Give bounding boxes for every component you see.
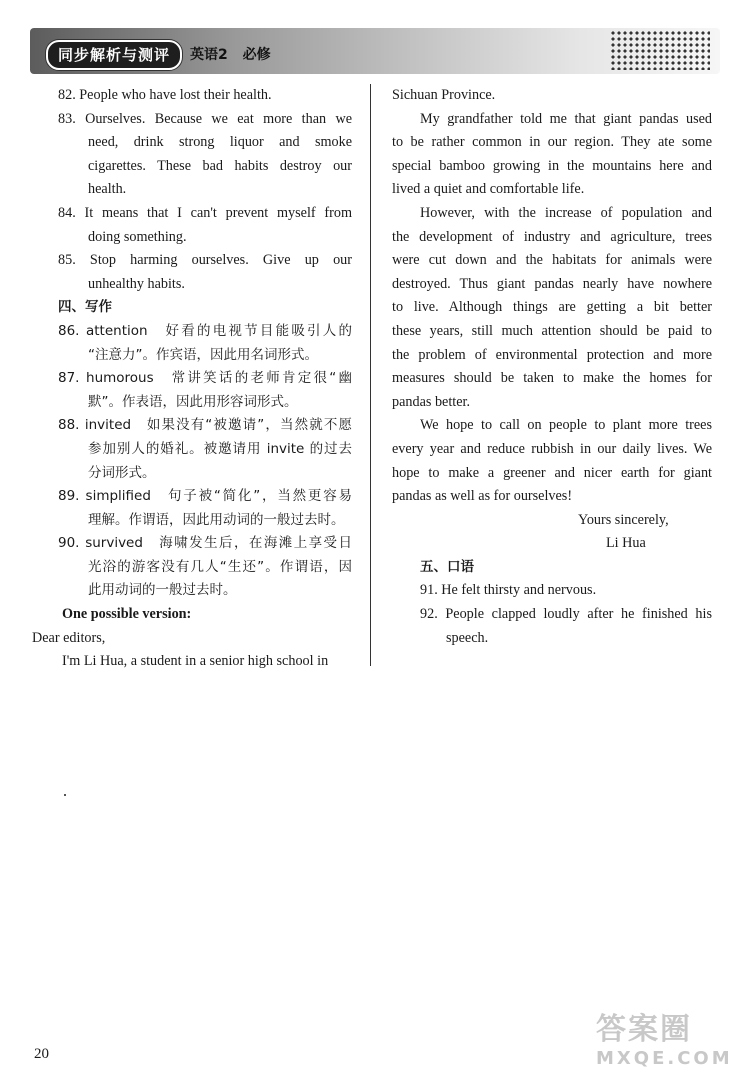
text-line: 默”。作表语，因此用形容词形式。 [88,393,298,410]
text-line: these years, still much attention should be paid to [392,322,712,339]
watermark-top-text: 答案圈 [596,1012,692,1047]
text-line: need, drink strong liquor and smoke [88,134,352,151]
text-line: “注意力”。作宾语，因此用名词形式。 [88,346,318,363]
column-divider [370,84,371,666]
text-line: unhealthy habits. [88,275,185,292]
header-dot-pattern [610,30,710,70]
answer-86 [34,320,352,367]
text-line: 87. humorous 常讲笑话的老师肯定很“幽 [58,370,352,387]
text-line: speech. [446,629,489,646]
text-line: However, with the increase of population and [420,204,712,221]
section-title-writing: 四、写作 [58,299,112,316]
text-line: destroyed. Thus giant pandas nearly have nowhere [392,275,712,292]
text-line: 光浴的游客没有几人“生还”。作谓语，因 [88,558,352,575]
subject-label: 英语2 [190,47,228,63]
text-line: 89. simplified 句子被“简化”，当然更容易 [58,488,352,505]
answer-90 [34,532,352,603]
letter-signature: Li Hua [606,535,646,552]
module-label: 必修 [242,47,271,63]
text-line: 88. invited 如果没有“被邀请”，当然就不愿 [58,417,352,434]
text-line: to live. Although things are getting a bit better [392,299,712,316]
left-column [34,84,352,674]
answer-84 [34,202,352,249]
text-line: 92. People clapped loudly after he finished his [420,606,712,623]
text-line: the problem of environmental protection and more [392,346,712,363]
letter-salutation: Dear editors, [32,629,106,646]
answer-87 [34,367,352,414]
text-line: hope to make a greener and nicer earth for giant [392,464,712,481]
watermark-bottom-text: MXQE.COM [596,1048,733,1069]
text-line: 84. It means that I can't prevent myself from [58,204,352,221]
text-line: 85. Stop harming ourselves. Give up our [58,252,352,269]
text-line: lived a quiet and comfortable life. [392,181,585,198]
answer-85 [34,249,352,296]
text-line: special bamboo growing in the mountains here and [392,157,712,174]
text-line: 90. survived 海啸发生后，在海滩上享受日 [58,535,352,552]
answer-83 [34,108,352,202]
text-line: 83. Ourselves. Because we eat more than we [58,110,352,127]
site-watermark-logo [596,1012,746,1078]
text-line: 82. People who have lost their health. [58,87,272,103]
text-line: every year and reduce rubbish in our daily lives. We [392,440,712,457]
text-line: to be rather common in our region. They ate some [392,134,712,151]
answer-91 [392,579,712,603]
page-number: 20 [34,1046,49,1062]
right-column [392,84,712,650]
section-title-oral: 五、口语 [420,558,474,575]
text-line: health. [88,181,127,198]
answer-92 [392,603,712,650]
text-line: the development of industry and agriculture, trees [392,228,712,245]
text-line: 理解。作谓语，因此用动词的一般过去时。 [88,511,345,528]
text-line: pandas as well as for ourselves! [392,488,573,505]
text-line: 分词形式。 [88,464,156,481]
text-line: pandas better. [392,393,471,410]
stray-dot [64,794,66,796]
text-line: cigarettes. These bad habits destroy our [88,157,352,174]
text-line: were cut down and the habitats for animals were [392,252,712,269]
letter-paragraph-1 [392,108,712,202]
text-line: doing something. [88,228,187,245]
header-subject [190,44,281,64]
letter-continuation: Sichuan Province. [392,87,496,103]
text-line: 此用动词的一般过去时。 [88,582,237,599]
answer-82 [34,84,352,108]
letter-first-line: I'm Li Hua, a student in a senior high school in [62,653,329,670]
text-line: We hope to call on people to plant more trees [420,417,712,434]
text-line: 86. attention 好看的电视节目能吸引人的 [58,322,352,339]
letter-closing: Yours sincerely, [578,511,669,528]
answer-88 [34,414,352,485]
text-line: My grandfather told me that giant pandas used [420,110,712,127]
book-title-badge: 同步解析与测评 [46,40,182,70]
letter-paragraph-3 [392,414,712,508]
text-line: measures should be taken to make the homes for [392,370,712,387]
version-heading: One possible version: [62,606,192,623]
answer-89 [34,485,352,532]
text-line: 91. He felt thirsty and nervous. [420,582,597,599]
text-line: 参加别人的婚礼。被邀请用 invite 的过去 [88,440,352,457]
letter-paragraph-2 [392,202,712,414]
